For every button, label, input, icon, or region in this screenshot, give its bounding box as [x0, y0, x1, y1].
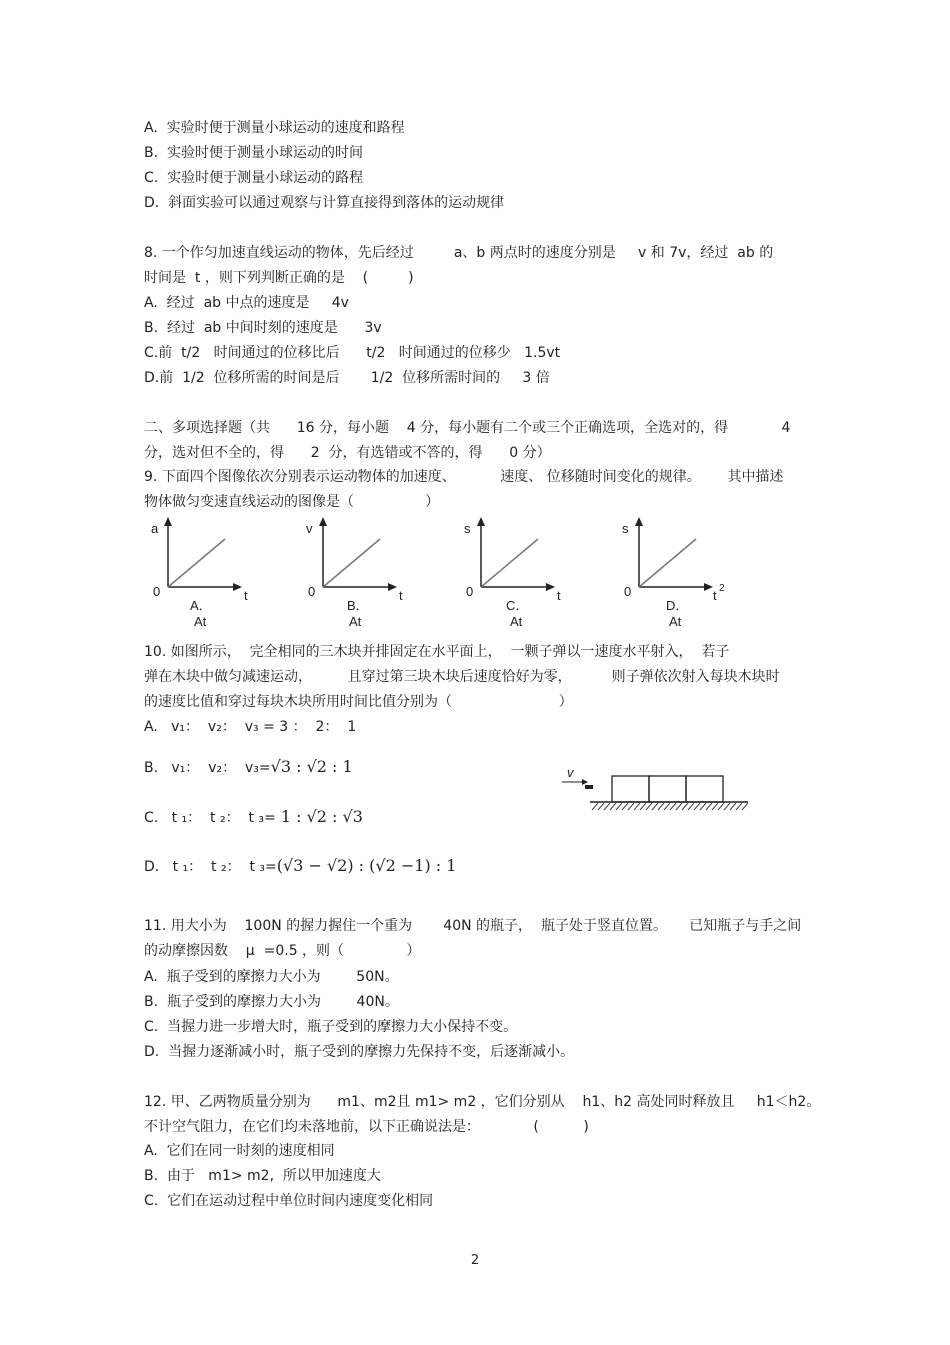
graph-caption: At [510, 614, 523, 629]
x-axis-superscript: 2 [719, 583, 725, 594]
graph-c-svg [461, 515, 581, 630]
y-axis-label: a [151, 521, 159, 536]
q10-option-a: A. v₁： v₂： v₃ = 3 ： 2： 1 [144, 719, 357, 735]
q10-stem-line1: 10. 如图所示， 完全相同的三木块并排固定在水平面上， 一颗子弹以一速度水平射入， 若子 [144, 644, 730, 660]
q8-option-d: D.前 1/2 位移所需的时间是后 1/2 位移所需时间的 3 倍 [144, 370, 550, 386]
section2-heading-line1: 二、多项选择题（共 16 分，每小题 4 分，每小题有二个或三个正确选项，全选对的，得 4 [144, 420, 791, 436]
q7-option-d: D. 斜面实验可以通过观察与计算直接得到落体的运动规律 [144, 195, 505, 211]
graph-option-label: B． [347, 598, 369, 613]
y-axis-arrow-icon [477, 517, 485, 526]
y-axis-label: s [464, 521, 471, 536]
graph-line [481, 539, 538, 587]
q8-option-b: B. 经过 ab 中间时刻的速度是 3v [144, 320, 382, 336]
q7-option-b: B. 实验时便于测量小球运动的时间 [144, 145, 363, 161]
graph-d-svg [619, 515, 739, 630]
q10-option-b-expression: √3 : √2 : 1 [270, 757, 353, 776]
graph-d [619, 515, 739, 630]
origin-label: 0 [308, 584, 316, 599]
graph-a [148, 515, 268, 630]
q11-stem-line2: 的动摩擦因数 μ =0.5 ，则（ ） [144, 943, 421, 959]
graph-caption: At [669, 614, 682, 629]
q9-stem-line2: 物体做匀变速直线运动的图像是（ ） [144, 494, 440, 510]
q12-option-b: B. 由于 m1> m2, 所以甲加速度大 [144, 1168, 381, 1184]
q11-option-d: D. 当握力逐渐减小时，瓶子受到的摩擦力先保持不变，后逐渐减小。 [144, 1044, 575, 1060]
graph-a-svg [148, 515, 268, 630]
velocity-arrow-icon [582, 779, 588, 785]
q10-option-b-prefix: B. v₁： v₂： v₃= [144, 760, 271, 776]
graph-b [303, 515, 423, 630]
graph-b-svg [303, 515, 423, 630]
velocity-label: v [567, 765, 574, 780]
q8-stem-line2: 时间是 t ，则下列判断正确的是 ( ) [144, 270, 414, 286]
q10-option-d-expression: (√3 − √2) : (√2 −1) : 1 [276, 856, 457, 875]
graph-line [639, 539, 696, 587]
q11-option-c: C. 当握力进一步增大时，瓶子受到的摩擦力大小保持不变。 [144, 1019, 518, 1035]
wood-block-1 [612, 776, 649, 802]
x-axis-label: t [713, 588, 717, 603]
page-number: 2 [470, 1253, 480, 1268]
y-axis-label: v [306, 521, 313, 536]
graph-line [323, 539, 380, 587]
x-axis-arrow-icon [388, 583, 397, 591]
wood-block-3 [686, 776, 723, 802]
graph-caption: At [194, 614, 207, 629]
q8-option-c: C.前 t/2 时间通过的位移比后 t/2 时间通过的位移少 1.5vt [144, 345, 561, 361]
x-axis-label: t [244, 588, 248, 603]
graph-option-label: A． [190, 598, 212, 613]
bullet [585, 785, 593, 789]
q11-stem-line1: 11. 用大小为 100N 的握力握住一个重为 40N 的瓶子， 瓶子处于竖直位置。 已知瓶子与手之间 [144, 918, 802, 934]
section2-heading-line2: 分，选对但不全的，得 2 分，有选错或不答的，得 0 分） [144, 445, 551, 461]
q8-stem-line1: 8. 一个作匀加速直线运动的物体，先后经过 a、b 两点时的速度分别是 v 和 7v，经过 ab 的 [144, 245, 774, 261]
q12-option-c: C. 它们在运动过程中单位时间内速度变化相同 [144, 1193, 434, 1209]
q10-option-c-prefix: C. t ₁： t ₂： t ₃= [144, 810, 276, 826]
q10-option-b [144, 758, 353, 777]
q12-option-a: A. 它们在同一时刻的速度相同 [144, 1143, 335, 1159]
origin-label: 0 [466, 584, 474, 599]
q10-figure-svg [560, 762, 755, 817]
q10-option-c-expression: 1 : √2 : √3 [275, 807, 363, 826]
q11-option-a: A. 瓶子受到的摩擦力大小为 50N。 [144, 969, 399, 985]
origin-label: 0 [624, 584, 632, 599]
origin-label: 0 [153, 584, 161, 599]
graph-c [461, 515, 581, 630]
graph-option-label: C． [506, 598, 529, 613]
q12-stem-line2: 不计空气阻力，在它们均未落地前，以下正确说法是： ( ) [144, 1119, 589, 1135]
y-axis-arrow-icon [635, 517, 643, 526]
y-axis-arrow-icon [319, 517, 327, 526]
x-axis-label: t [557, 588, 561, 603]
q10-stem-line2: 弹在木块中做匀减速运动， 且穿过第三块木块后速度恰好为零， 则子弹依次射入每块木块时 [144, 669, 780, 685]
q10-option-d [144, 857, 456, 876]
x-axis-arrow-icon [233, 583, 242, 591]
q11-option-b: B. 瓶子受到的摩擦力大小为 40N。 [144, 994, 399, 1010]
q7-option-c: C. 实验时便于测量小球运动的路程 [144, 170, 364, 186]
x-axis-arrow-icon [704, 583, 713, 591]
x-axis-arrow-icon [546, 583, 555, 591]
graph-line [168, 539, 225, 587]
x-axis-label: t [399, 588, 403, 603]
q10-stem-line3: 的速度比值和穿过每块木块所用时间比值分别为（ ） [144, 694, 573, 710]
q9-stem-line1: 9. 下面四个图像依次分别表示运动物体的加速度、 速度、 位移随时间变化的规律。 其中描述 [144, 469, 784, 485]
wood-block-2 [649, 776, 686, 802]
q10-figure-blocks [560, 762, 755, 817]
q8-option-a: A. 经过 ab 中点的速度是 4v [144, 295, 349, 311]
q10-option-c [144, 808, 363, 827]
q10-option-d-prefix: D. t ₁： t ₂： t ₃= [144, 859, 277, 875]
graph-option-label: D． [666, 598, 689, 613]
y-axis-label: s [622, 521, 629, 536]
graph-caption: At [349, 614, 362, 629]
ground-hatching [592, 803, 748, 810]
y-axis-arrow-icon [164, 517, 172, 526]
q7-option-a: A. 实验时便于测量小球运动的速度和路程 [144, 120, 405, 136]
q12-stem-line1: 12. 甲、乙两物质量分别为 m1、m2且 m1> m2 ，它们分别从 h1、h2 高处同时释放且 h1＜h2。 [144, 1094, 821, 1110]
